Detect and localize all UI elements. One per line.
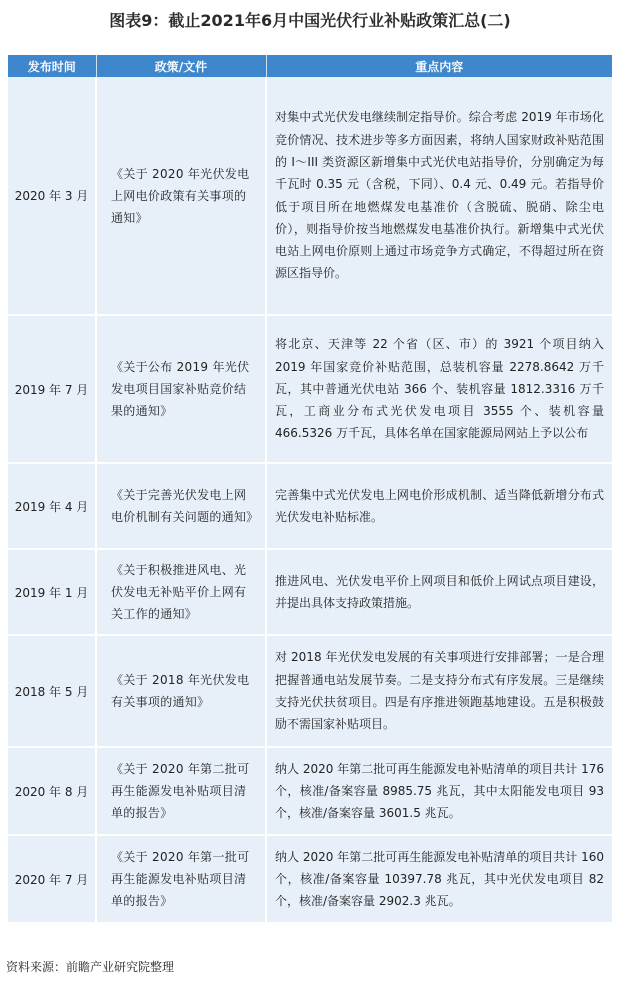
table-row xyxy=(8,747,612,835)
table-row xyxy=(8,463,612,549)
source-note: 资料来源：前瞻产业研究院整理 xyxy=(6,960,175,974)
table-row xyxy=(8,315,612,463)
table-header-row xyxy=(8,55,612,77)
content-cell: 完善集中式光伏发电上网电价形成机制、适当降低新增分布式光伏发电补贴标准。 xyxy=(266,463,612,549)
page-title: 图表9：截止2021年6月中国光伏行业补贴政策汇总(二) xyxy=(109,11,511,30)
policy-cell: 《关于 2020 年第二批可再生能源发电补贴项目清单的报告》 xyxy=(96,747,266,835)
content-cell: 纳人 2020 年第二批可再生能源发电补贴清单的项目共计 176 个，核准/备案容量 8985.75 兆瓦，其中太阳能发电项目 93 个，核准/备案容量 3601.5 兆瓦。 xyxy=(266,747,612,835)
table-row xyxy=(8,635,612,747)
policy-cell: 《关于公布 2019 年光伏发电项目国家补贴竞价结果的通知》 xyxy=(96,315,266,463)
date-cell: 2019 年 4 月 xyxy=(8,463,96,549)
column-header-content: 重点内容 xyxy=(266,55,612,77)
column-header-policy: 政策/文件 xyxy=(96,55,266,77)
policy-cell: 《关于积极推进风电、光伏发电无补贴平价上网有关工作的通知》 xyxy=(96,549,266,635)
date-cell: 2019 年 7 月 xyxy=(8,315,96,463)
date-cell: 2020 年 7 月 xyxy=(8,835,96,923)
table-row xyxy=(8,549,612,635)
table-row xyxy=(8,835,612,923)
policy-cell: 《关于 2020 年第一批可再生能源发电补贴项目清单的报告》 xyxy=(96,835,266,923)
content-cell: 对 2018 年光伏发电发展的有关事项进行安排部署；一是合理把握普通电站发展节奏。二是支持分布式有序发展。三是继续支持光伏扶贫项目。四是有序推进领跑基地建设。五是积极鼓励不需国家补贴项目。 xyxy=(266,635,612,747)
content-cell: 对集中式光伏发电继续制定指导价。综合考虑 2019 年市场化竞价情况、技术进步等多方面因素，将纳人国家财政补贴范围的 I～III 类资源区新增集中式光伏电站指导价，分别确定为每千瓦时 0.35 元（含税，下同）、0.4 元、0.49 元。若指导价低于项目所在地燃煤发电基准价（含脱硫、脱硝、除尘电价），则指导价按当地燃煤发电基准价执行。新增集中式光伏电站上网电价原则上通过市场竞争方式确定，不得超过所在资源区指导价。 xyxy=(266,77,612,315)
policy-cell: 《关于 2020 年光伏发电上网电价政策有关事项的通知》 xyxy=(96,77,266,315)
date-cell: 2018 年 5 月 xyxy=(8,635,96,747)
policy-table xyxy=(8,55,612,924)
content-cell: 将北京、天津等 22 个省（区、市）的 3921 个项目纳入 2019 年国家竞价补贴范围，总装机容量 2278.8642 万千瓦，其中普通光伏电站 366 个、装机容量 1812.3316 万千瓦，工商业分布式光伏发电项目 3555 个、装机容量 466.5326 万千瓦，具体名单在国家能源局网站上予以公布 xyxy=(266,315,612,463)
policy-cell: 《关于完善光伏发电上网电价机制有关问题的通知》 xyxy=(96,463,266,549)
date-cell: 2020 年 8 月 xyxy=(8,747,96,835)
column-header-date: 发布时间 xyxy=(8,55,96,77)
content-cell: 纳人 2020 年第二批可再生能源发电补贴清单的项目共计 160 个，核准/备案容量 10397.78 兆瓦，其中光伏发电项目 82 个，核准/备案容量 2902.3 兆瓦。 xyxy=(266,835,612,923)
table-row xyxy=(8,77,612,315)
date-cell: 2020 年 3 月 xyxy=(8,77,96,315)
policy-cell: 《关于 2018 年光伏发电有关事项的通知》 xyxy=(96,635,266,747)
content-cell: 推进风电、光伏发电平价上网项目和低价上网试点项目建设，并提出具体支持政策措施。 xyxy=(266,549,612,635)
date-cell: 2019 年 1 月 xyxy=(8,549,96,635)
